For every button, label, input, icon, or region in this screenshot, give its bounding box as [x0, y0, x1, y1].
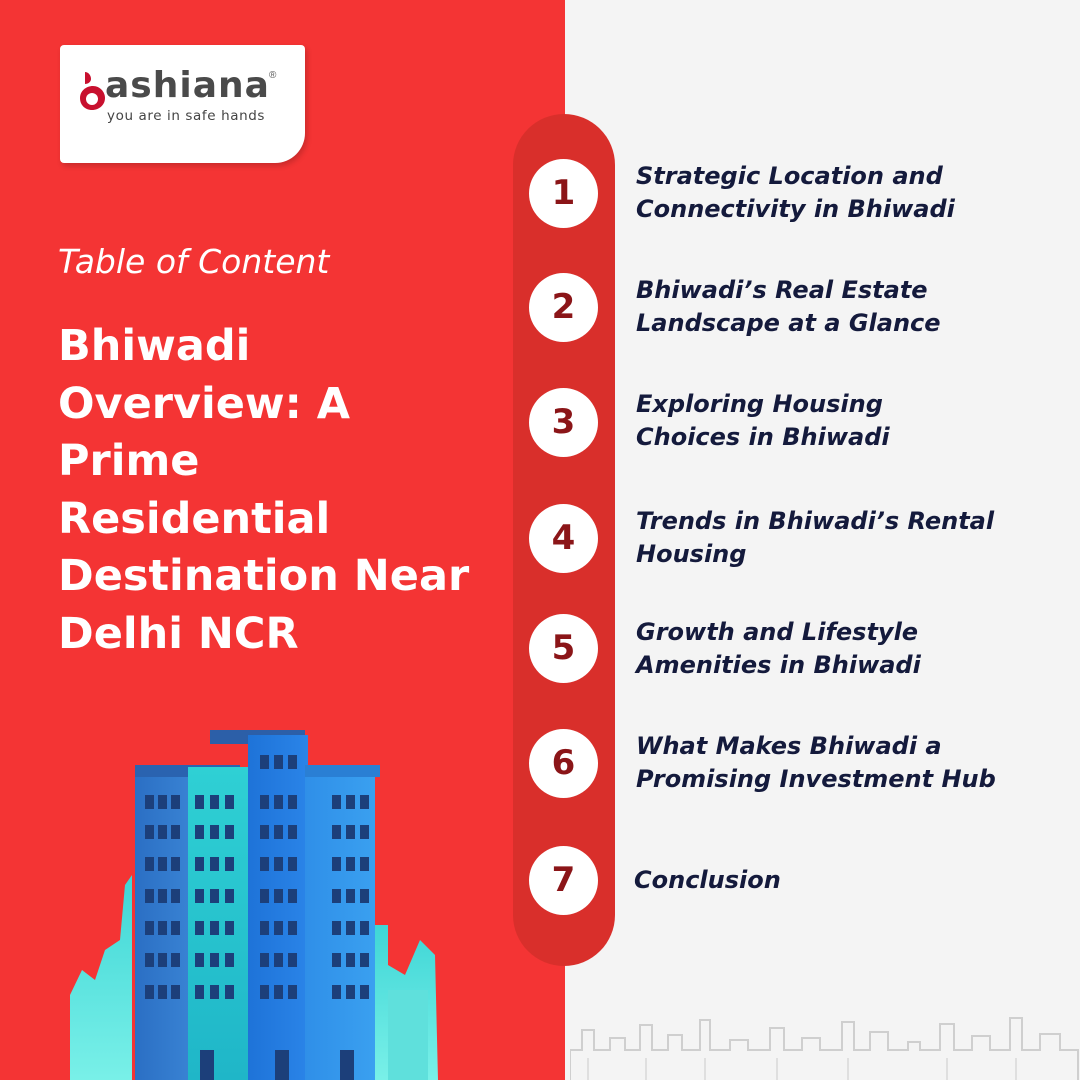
toc-number-3[interactable]: 3: [529, 388, 598, 457]
toc-item-4[interactable]: Trends in Bhiwadi’s Rental Housing: [636, 507, 995, 568]
toc-item-2[interactable]: Bhiwadi’s Real Estate Landscape at a Glance: [636, 276, 941, 337]
toc-item-5[interactable]: Growth and Lifestyle Amenities in Bhiwadi: [636, 618, 921, 679]
toc-number-1[interactable]: 1: [529, 159, 598, 228]
toc-label: Table of Content: [58, 242, 330, 281]
skyline-outline-icon: [570, 1010, 1080, 1080]
ashiana-logo-icon: [80, 72, 106, 110]
brand-tagline: you are in safe hands: [107, 108, 266, 124]
toc-number-2[interactable]: 2: [529, 273, 598, 342]
building-illustration: [70, 725, 440, 1080]
toc-item-1[interactable]: Strategic Location and Connectivity in Bhiwadi: [636, 162, 955, 223]
toc-number-5[interactable]: 5: [529, 614, 598, 683]
registered-mark: ®: [269, 70, 277, 81]
toc-number-6[interactable]: 6: [529, 729, 598, 798]
toc-number-4[interactable]: 4: [529, 504, 598, 573]
brand-wordmark: ashiana: [105, 65, 270, 106]
toc-item-6[interactable]: What Makes Bhiwadi a Promising Investment Hub: [636, 732, 996, 793]
toc-item-3[interactable]: Exploring Housing Choices in Bhiwadi: [636, 390, 890, 451]
page-title: Bhiwadi Overview: A Prime Residential Destination Near Delhi NCR: [58, 321, 470, 659]
toc-item-7[interactable]: Conclusion: [634, 866, 781, 894]
toc-number-7[interactable]: 7: [529, 846, 598, 915]
